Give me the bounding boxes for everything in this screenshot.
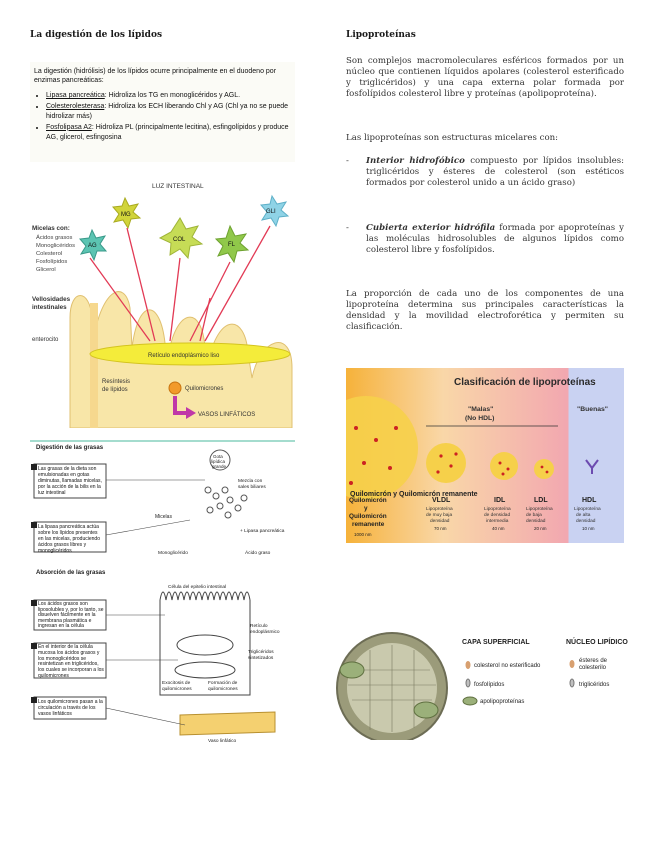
svg-text:IDL: IDL [494, 497, 506, 504]
svg-text:"Buenas": "Buenas" [577, 406, 608, 413]
svg-text:intestinales: intestinales [32, 304, 67, 311]
vasos-label: VASOS LINFÁTICOS [198, 412, 256, 418]
step-5: Los quilomicrones pasan a la circulación a través de los vasos linfáticos [38, 699, 103, 717]
reticulo-label: Retículo endoplásmico liso [148, 353, 220, 359]
svg-text:Fosfolípidos: Fosfolípidos [36, 259, 68, 265]
svg-text:GLI: GLI [266, 209, 276, 215]
svg-text:Retículo: Retículo [250, 624, 268, 629]
svg-text:10 nm: 10 nm [582, 526, 595, 531]
svg-text:apolipoproteínas: apolipoproteínas [480, 699, 525, 705]
svg-text:70 nm: 70 nm [434, 526, 447, 531]
quilomicrones-label: Quilomicrones [185, 386, 224, 392]
vellosidades-label: Vellosidades [32, 296, 71, 303]
svg-text:Quilomicrón: Quilomicrón [349, 513, 387, 520]
svg-text:1000 nm: 1000 nm [354, 532, 372, 537]
bullet-interior: - Interior hidrofóbico compuesto por lípidos insolubles: triglicéridos y ésteres de colesterol (son estéticos formados por colesterol unido a un ácido graso) [346, 156, 624, 189]
enzyme-item: • Fosfolipasa A2: Hidroliza PL (principalmente lecitina), esfingolípidos y produce AG, glicerol, esfingosina [46, 123, 302, 144]
intestine-diagram [30, 178, 295, 428]
svg-text:Monoglicérido: Monoglicérido [158, 551, 188, 556]
proporcion-paragraph: La proporción de cada uno de los componentes de una lipoproteína determina sus principales características la densidad y la movilidad electroforética y permiten su clasificación. [346, 289, 624, 333]
svg-text:intermedia: intermedia [486, 519, 509, 524]
resintesis-label: Resíntesis [102, 379, 131, 385]
svg-text:40 nm: 40 nm [492, 526, 505, 531]
svg-text:Lipoproteína: Lipoproteína [426, 507, 453, 512]
svg-text:densidad: densidad [576, 519, 596, 524]
svg-text:densidad: densidad [526, 519, 546, 524]
digestion-intro-lead: La digestión (hidrólisis) de los lípidos ocurre principalmente en el duodeno por enzimas pancreáticas: [34, 68, 277, 84]
svg-text:FL: FL [228, 242, 236, 248]
lipoprotein-definition: Son complejos macromoleculares esféricos formados por un núcleo que contienen líquidos apolares (colesterol esterificado y triglicéridos) y una capa externa polar formada por fosfolípidos colesterol libre y proteínas (apolipoproteína). [346, 56, 624, 100]
svg-text:colesterilo: colesterilo [579, 665, 607, 671]
left-title: La digestión de los lípidos [30, 30, 163, 40]
enterocito-label: enterocito [32, 337, 59, 343]
lipoprotein-structure-figure [330, 630, 640, 740]
svg-text:ésteres de: ésteres de [579, 658, 608, 664]
clasificacion-figure [346, 368, 624, 543]
svg-text:de muy baja: de muy baja [426, 513, 453, 518]
luz-label: LUZ INTESTINAL [152, 183, 204, 190]
svg-text:Colesterol: Colesterol [36, 251, 63, 257]
micelar-intro: Las lipoproteínas son estructuras micelares con: [346, 133, 559, 143]
svg-text:de baja: de baja [526, 513, 542, 518]
svg-text:densidad: densidad [430, 519, 450, 524]
digestion-intro-box [30, 62, 295, 162]
svg-text:remanente: remanente [352, 521, 385, 528]
svg-text:Célula del epitelio intestinal: Célula del epitelio intestinal [168, 585, 227, 590]
right-title: Lipoproteínas [346, 30, 416, 40]
svg-text:COL: COL [173, 237, 186, 243]
svg-text:Ácidos grasos: Ácidos grasos [36, 235, 73, 241]
svg-text:Monoglicéridos: Monoglicéridos [36, 243, 75, 249]
svg-text:Micelas: Micelas [155, 514, 172, 520]
svg-text:(No HDL): (No HDL) [465, 415, 495, 422]
svg-text:VLDL: VLDL [432, 497, 451, 504]
svg-text:Mezcla con: Mezcla con [238, 479, 263, 484]
svg-text:Quilomicrón y Quilomicrón rema: Quilomicrón y Quilomicrón remanente [350, 491, 478, 498]
svg-text:Absorción de las grasas: Absorción de las grasas [36, 570, 106, 576]
micelas-title: Micelas con: [32, 225, 70, 232]
svg-text:de alta: de alta [576, 513, 591, 518]
enzyme-item: • Lipasa pancreática: Hidroliza los TG en monoglicéridos y AGL. [46, 91, 302, 102]
svg-text:HDL: HDL [582, 497, 597, 504]
svg-text:Ácido graso: Ácido graso [245, 551, 271, 556]
step-3: Los ácidos grasos son liposolubles y, por lo tanto, se disuelven fácilmente en la membrana plasmática e ingresan en la célula [38, 601, 104, 630]
svg-text:Lipoproteína: Lipoproteína [526, 507, 553, 512]
svg-text:lipídica: lipídica [211, 459, 226, 464]
capa-label: CAPA SUPERFICIAL [462, 639, 530, 646]
step-2: La lipasa pancreática actúa sobre los lípidos presentes en las micelas, produciendo ácidos grasos libres y monoglicéridos [38, 524, 100, 554]
enzyme-item: • Colesterolesterasa: Hidroliza los ECH liberando Chl y AG (Chl ya no se puede hidrolizar más) [46, 102, 302, 123]
svg-text:de densidad: de densidad [484, 513, 511, 518]
svg-text:Quilomicrón: Quilomicrón [349, 497, 387, 504]
svg-text:Lipoproteína: Lipoproteína [574, 507, 601, 512]
svg-text:triglicéridos: triglicéridos [579, 682, 610, 688]
svg-text:y: y [364, 505, 368, 512]
svg-text:AG: AG [88, 243, 97, 249]
svg-text:"Malas": "Malas" [468, 406, 494, 413]
svg-text:sales biliares: sales biliares [238, 485, 266, 490]
svg-text:Triglicéridos: Triglicéridos [248, 650, 274, 655]
svg-text:MG: MG [121, 212, 131, 218]
svg-text:Formación de: Formación de [208, 681, 238, 686]
bullet-cubierta: - Cubierta exterior hidrófila formada por apoproteínas y las moléculas hidrosolubles de algunos lípidos como colesterol libre y fosfolípidos. [346, 223, 624, 256]
svg-text:quilomicrones: quilomicrones [162, 687, 192, 692]
svg-text:de lípidos: de lípidos [102, 387, 128, 393]
clasif-title: Clasificación de lipoproteínas [454, 377, 596, 388]
svg-text:Lipoproteína: Lipoproteína [484, 507, 511, 512]
svg-text:grande: grande [212, 464, 227, 469]
step-4: En el interior de la célula mucosa los ácidos grasos y los monoglicéridos se resintetizan en triglicéridos, los cuales se incorporan a los quilomicrones [38, 644, 104, 679]
svg-text:sintetizados: sintetizados [248, 656, 274, 661]
step-1: Las grasas de la dieta son emulsionadas en gotas diminutas, llamadas micelas, por la acción de la bilis en la luz intestinal [38, 466, 102, 496]
svg-text:Vaso linfático: Vaso linfático [208, 739, 237, 744]
svg-text:+ Lipasa pancreática: + Lipasa pancreática [240, 529, 285, 534]
svg-text:LDL: LDL [534, 497, 548, 504]
svg-text:Glicerol: Glicerol [36, 267, 56, 273]
svg-text:colesterol no esterificado: colesterol no esterificado [474, 663, 541, 669]
svg-text:Exocitosis de: Exocitosis de [162, 681, 191, 686]
svg-text:fosfolípidos: fosfolípidos [474, 682, 505, 688]
nucleo-label: NÚCLEO LIPÍDICO [566, 639, 628, 646]
svg-text:20 nm: 20 nm [534, 526, 547, 531]
svg-text:quilomicrones: quilomicrones [208, 687, 238, 692]
svg-text:Gota: Gota [213, 454, 223, 459]
grasas-title: Digestión de las grasas [36, 445, 104, 451]
svg-text:endoplásmico: endoplásmico [250, 630, 280, 635]
